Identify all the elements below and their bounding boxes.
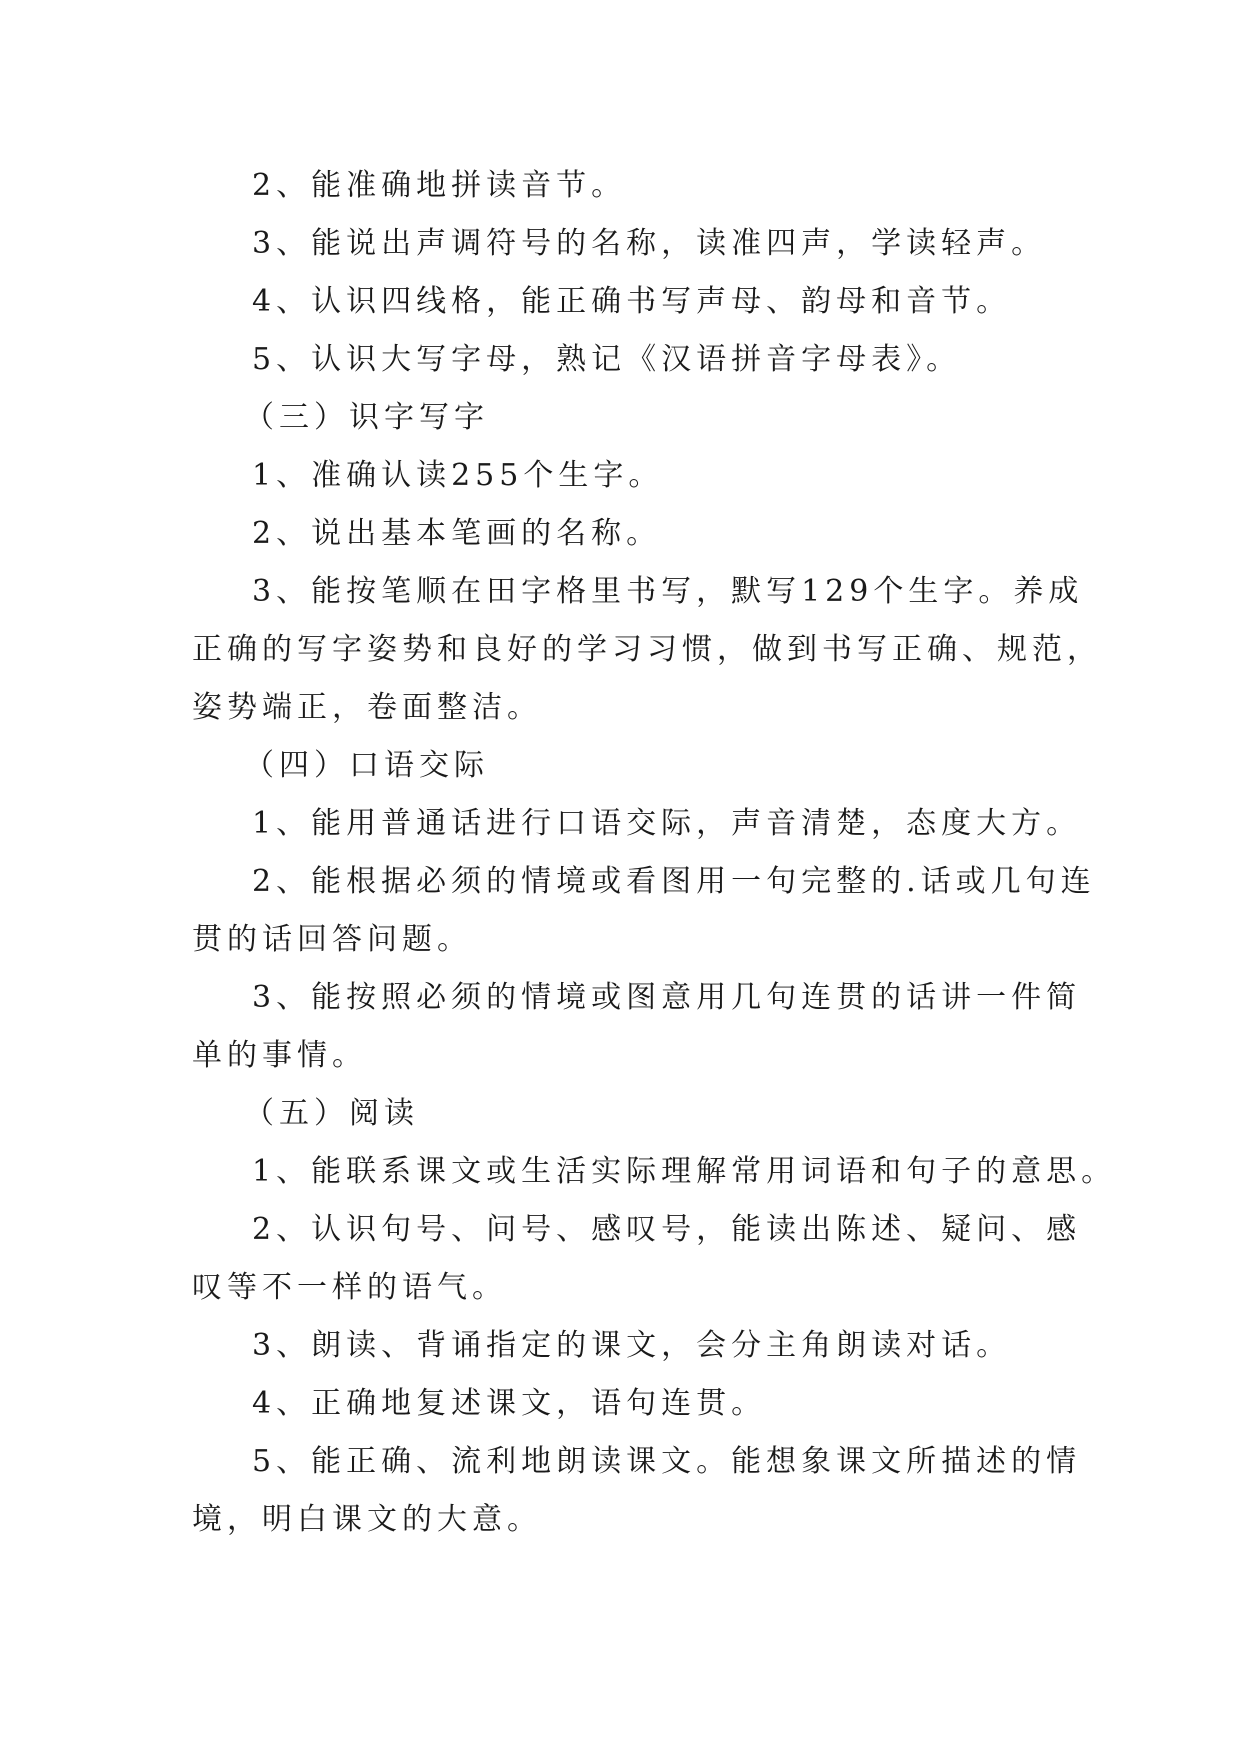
paragraph-line: 单的事情。 [192, 1038, 367, 1073]
paragraph-line: 3、朗读、背诵指定的课文，会分主角朗读对话。 [252, 1328, 1012, 1363]
paragraph-line: 5、能正确、流利地朗读课文。能想象课文所描述的情 [252, 1444, 1082, 1479]
paragraph-line: 2、说出基本笔画的名称。 [252, 516, 662, 551]
paragraph-line: 境，明白课文的大意。 [192, 1502, 542, 1537]
paragraph-line: 叹等不一样的语气。 [192, 1270, 507, 1305]
paragraph-line: 1、能联系课文或生活实际理解常用词语和句子的意思。 [252, 1154, 1117, 1189]
section-heading-oral: （四）口语交际 [244, 748, 489, 783]
paragraph-line: 3、能说出声调符号的名称，读准四声，学读轻声。 [252, 226, 1047, 261]
paragraph-line: 3、能按笔顺在田字格里书写，默写129个生字。养成 [252, 574, 1084, 609]
paragraph-line: 正确的写字姿势和良好的学习习惯，做到书写正确、规范， [192, 632, 1102, 667]
paragraph-line: 3、能按照必须的情境或图意用几句连贯的话讲一件简 [252, 980, 1082, 1015]
paragraph-line: 1、能用普通话进行口语交际，声音清楚，态度大方。 [252, 806, 1082, 841]
paragraph-line: 2、认识句号、问号、感叹号，能读出陈述、疑问、感 [252, 1212, 1082, 1247]
paragraph-line: 4、认识四线格，能正确书写声母、韵母和音节。 [252, 284, 1012, 319]
paragraph-line: 5、认识大写字母，熟记《汉语拼音字母表》。 [252, 342, 962, 377]
section-heading-reading: （五）阅读 [244, 1096, 419, 1131]
paragraph-line: 贯的话回答问题。 [192, 922, 472, 957]
paragraph-line: 2、能准确地拼读音节。 [252, 168, 627, 203]
paragraph-line: 1、准确认读255个生字。 [252, 458, 664, 493]
paragraph-line: 4、正确地复述课文，语句连贯。 [252, 1386, 767, 1421]
document-body [192, 157, 1117, 1549]
paragraph-line: 姿势端正，卷面整洁。 [192, 690, 542, 725]
section-heading-literacy: （三）识字写字 [244, 400, 489, 435]
paragraph-line: 2、能根据必须的情境或看图用一句完整的.话或几句连 [252, 864, 1096, 899]
